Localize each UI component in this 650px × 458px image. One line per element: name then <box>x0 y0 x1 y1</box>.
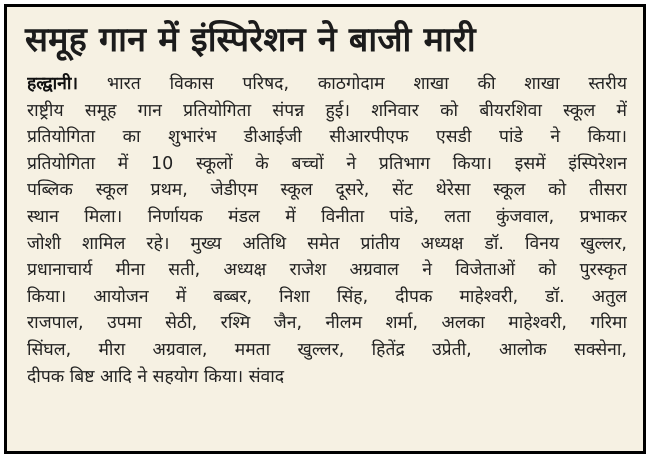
article-line-3: प्रतियोगिता का शुभारंभ डीआईजी सीआरपीएफ एसडी पांडे ने किया। <box>27 127 627 148</box>
article-line-12: दीपक बिष्ट आदि ने सहयोग किया। संवाद <box>27 366 285 387</box>
article-line-4: प्रतियोगिता में 10 स्कूलों के बच्चों ने प्रतिभाग किया। इसमें इंस्पिरेशन <box>27 153 627 174</box>
article-line-11: सिंघल, मीरा अग्रवाल, ममता खुल्लर, हितेंद्र उप्रेती, आलोक सक्सेना, <box>27 339 627 360</box>
article-line-9: किया। आयोजन में बब्बर, निशा सिंह, दीपक माहेश्वरी, डॉ. अतुल <box>27 286 627 307</box>
newspaper-clipping <box>4 4 646 454</box>
headline: समूह गान में इंस्पिरेशन ने बाजी मारी <box>25 20 476 60</box>
article-line-7: जोशी शामिल रहे। मुख्य अतिथि समेत प्रांतीय अध्यक्ष डॉ. विनय खुल्लर, <box>27 233 627 254</box>
article-line-6: स्थान मिला। निर्णायक मंडल में विनीता पांडे, लता कुंजवाल, प्रभाकर <box>27 206 627 227</box>
article-line-10: राजपाल, उपमा सेठी, रश्मि जैन, नीलम शर्मा, अलका माहेश्वरी, गरिमा <box>27 313 627 334</box>
article-line-1-text: भारत विकास परिषद, काठगोदाम शाखा की शाखा स्तरीय <box>78 74 627 94</box>
article-line-5: पब्लिक स्कूल प्रथम, जेडीएम स्कूल दूसरे, सेंट थेरेसा स्कूल को तीसरा <box>27 180 627 201</box>
article-line-1 <box>27 71 627 98</box>
article-body <box>27 71 627 390</box>
article-line-8: प्रधानाचार्य मीना सती, अध्यक्ष राजेश अग्रवाल ने विजेताओं को पुरस्कृत <box>27 260 627 281</box>
dateline: हल्द्वानी। <box>27 74 79 94</box>
article-line-2: राष्ट्रीय समूह गान प्रतियोगिता संपन्न हुई। शनिवार को बीयरशिवा स्कूल में <box>27 100 627 121</box>
